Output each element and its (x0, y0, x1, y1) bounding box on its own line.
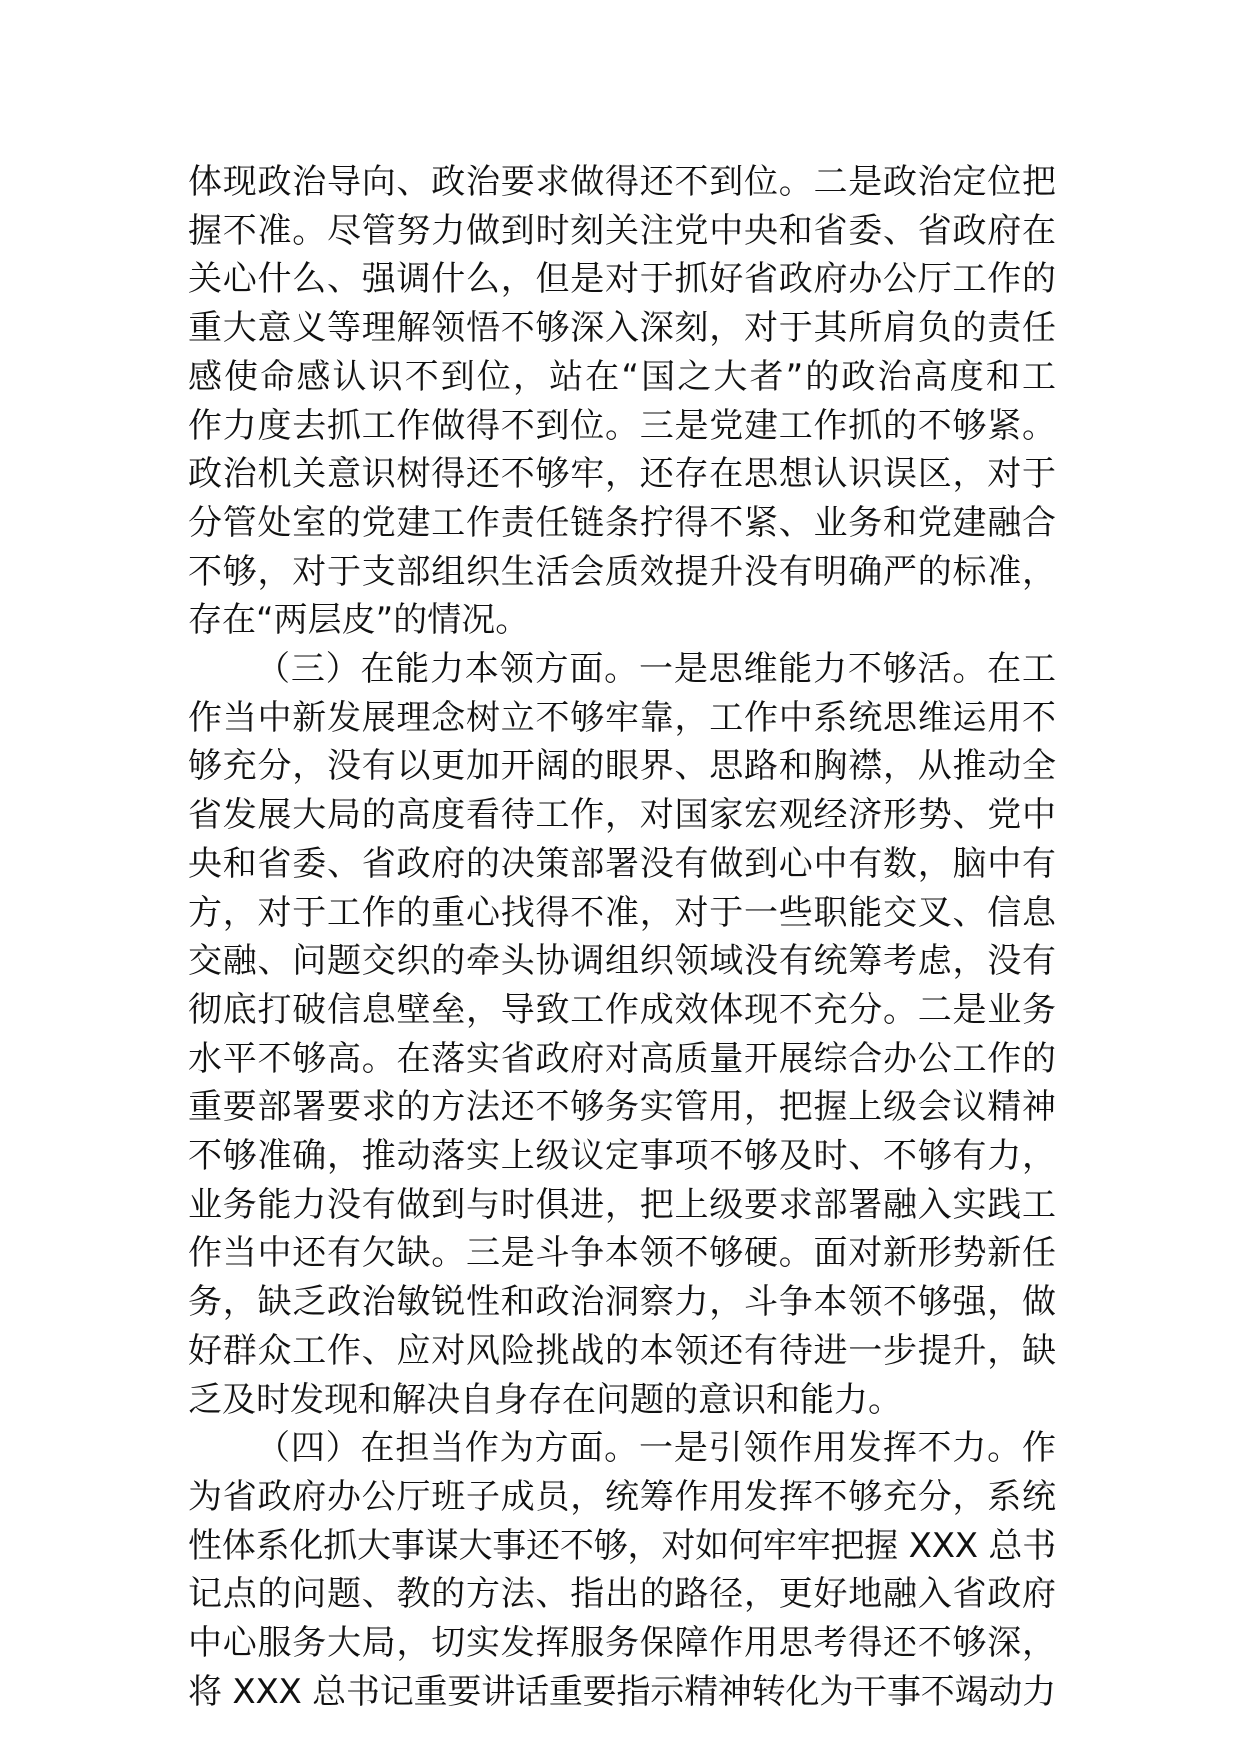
paragraph-responsibility (188, 1424, 1056, 1716)
text-line-indented: （三）在能力本领方面。一是思维能力不够活。在工 (256, 649, 1056, 690)
text-line: 感使命感认识不到位，站在“国之大者”的政治高度和工 (188, 356, 1056, 397)
text-line: 政治机关意识树得还不够牢，还存在思想认识误区，对于 (188, 454, 1056, 495)
text-line: 为省政府办公厅班子成员，统筹作用发挥不够充分，系统 (188, 1476, 1056, 1517)
text-line: 作当中新发展理念树立不够牢靠，工作中系统思维运用不 (188, 697, 1056, 738)
text-line: 够充分，没有以更加开阔的眼界、思路和胸襟，从推动全 (188, 746, 1056, 787)
document-page (188, 158, 1056, 1717)
text-line: 重要部署要求的方法还不够务实管用，把握上级会议精神 (188, 1087, 1056, 1128)
text-line: 重大意义等理解领悟不够深入深刻，对于其所肩负的责任 (188, 308, 1056, 349)
text-line: 省发展大局的高度看待工作，对国家宏观经济形势、党中 (188, 795, 1056, 836)
text-line: 央和省委、省政府的决策部署没有做到心中有数，脑中有 (188, 843, 1056, 884)
text-line: 好群众工作、应对风险挑战的本领还有待进一步提升，缺 (188, 1330, 1056, 1371)
text-line: 不够，对于支部组织生活会质效提升没有明确严的标准， (188, 551, 1056, 592)
text-line: 不够准确，推动落实上级议定事项不够及时、不够有力， (188, 1136, 1056, 1177)
paragraph-political-positioning (188, 158, 1056, 645)
text-line: 关心什么、强调什么，但是对于抓好省政府办公厅工作的 (188, 259, 1056, 300)
text-line: 记点的问题、教的方法、指出的路径，更好地融入省政府 (188, 1574, 1056, 1615)
text-line: 性体系化抓大事谋大事还不够，对如何牢牢把握 XXX 总书 (188, 1525, 1056, 1566)
text-line: 务，缺乏政治敏锐性和政治洞察力，斗争本领不够强，做 (188, 1282, 1056, 1323)
text-line: 分管处室的党建工作责任链条拧得不紧、业务和党建融合 (188, 502, 1056, 543)
text-line: 水平不够高。在落实省政府对高质量开展综合办公工作的 (188, 1038, 1056, 1079)
text-line: 作力度去抓工作做得不到位。三是党建工作抓的不够紧。 (188, 405, 1056, 446)
text-line: 握不准。尽管努力做到时刻关注党中央和省委、省政府在 (188, 210, 1056, 251)
text-line: 将 XXX 总书记重要讲话重要指示精神转化为干事不竭动力 (188, 1671, 1056, 1712)
paragraph-ability-skills (188, 645, 1056, 1424)
text-line: 作当中还有欠缺。三是斗争本领不够硬。面对新形势新任 (188, 1233, 1056, 1274)
text-line: 彻底打破信息壁垒，导致工作成效体现不充分。二是业务 (188, 989, 1056, 1030)
text-line: 体现政治导向、政治要求做得还不到位。二是政治定位把 (188, 162, 1056, 202)
text-line: 业务能力没有做到与时俱进，把上级要求部署融入实践工 (188, 1184, 1056, 1225)
text-line: 中心服务大局，切实发挥服务保障作用思考得还不够深， (188, 1623, 1056, 1664)
text-line: 方，对于工作的重心找得不准，对于一些职能交叉、信息 (188, 892, 1056, 933)
text-line: 乏及时发现和解决自身存在问题的意识和能力。 (188, 1379, 902, 1420)
text-line: 交融、问题交织的牵头协调组织领域没有统筹考虑，没有 (188, 941, 1056, 982)
text-line: 存在“两层皮”的情况。 (188, 600, 530, 641)
text-line-indented: （四）在担当作为方面。一是引领作用发挥不力。作 (256, 1428, 1056, 1469)
